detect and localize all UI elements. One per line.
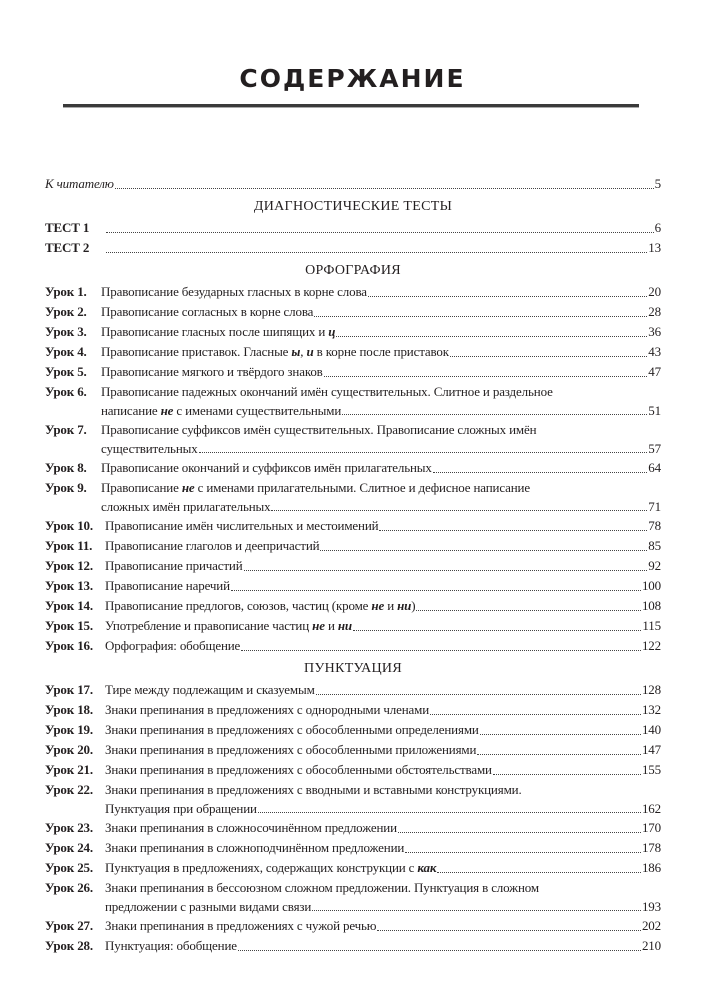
entry-title (105, 556, 243, 576)
entry-title (101, 401, 341, 420)
entry-label: Урок 15. (45, 618, 93, 633)
title-text: Пунктуация: обобщение (105, 938, 237, 953)
entry-title (105, 936, 237, 956)
title-text: Правописание глаголов и деепричастий (105, 538, 320, 553)
dot-leader (430, 714, 641, 715)
entry-line (45, 897, 661, 916)
dot-leader (238, 950, 641, 951)
dot-leader (258, 812, 641, 813)
toc-entry-lesson[interactable] (45, 760, 661, 780)
section-heading: ДИАГНОСТИЧЕСКИЕ ТЕСТЫ (253, 199, 453, 214)
entry-label: Урок 12. (45, 558, 93, 573)
title-text: сложных имён прилагательных (101, 499, 271, 514)
page-number: 115 (642, 618, 661, 633)
entry-title (101, 439, 198, 458)
dot-leader (342, 414, 647, 415)
page-number: 6 (654, 220, 661, 235)
toc-entry-intro[interactable] (45, 174, 661, 194)
page-number: 36 (648, 324, 661, 339)
dot-leader (416, 610, 640, 611)
toc-entry-lesson[interactable] (45, 420, 661, 458)
entry-label: Урок 14. (45, 598, 93, 613)
dot-leader (450, 356, 647, 357)
toc-entry-lesson[interactable] (45, 780, 661, 818)
toc-entry-lesson[interactable] (45, 720, 661, 740)
section-heading: ПУНКТУАЦИЯ (304, 661, 402, 676)
entry-title (101, 282, 367, 302)
entry-label: Урок 8. (45, 460, 87, 475)
entry-title (101, 458, 432, 478)
emphasized-word: ц (328, 324, 336, 339)
toc-entry-lesson[interactable] (45, 700, 661, 720)
page-number: 28 (648, 304, 661, 319)
title-text: Правописание приставок. Гласные (101, 344, 292, 359)
toc-entry-lesson[interactable] (45, 596, 661, 616)
title-text: написание (101, 403, 161, 418)
dot-leader (199, 452, 648, 453)
dot-leader (379, 530, 647, 531)
toc-entry-lesson[interactable] (45, 818, 661, 838)
dot-leader (312, 910, 641, 911)
entry-title (105, 700, 429, 720)
toc-entry-lesson[interactable] (45, 936, 661, 956)
page-number: 47 (648, 364, 661, 379)
title-text: с именами существительными (173, 403, 342, 418)
toc-entry-lesson[interactable] (45, 382, 661, 420)
entry-label: ТЕСТ 2 (45, 240, 90, 255)
page-number: 5 (654, 176, 661, 191)
dot-leader (336, 336, 647, 337)
emphasized-word: ни (397, 598, 412, 613)
dot-leader (477, 754, 641, 755)
toc-entry-lesson[interactable] (45, 342, 661, 362)
entry-title (105, 878, 539, 897)
toc-entry-lesson[interactable] (45, 322, 661, 342)
page-number: 140 (641, 722, 661, 737)
entry-title (105, 760, 492, 780)
entry-title (105, 636, 240, 656)
entry-title (105, 897, 311, 916)
entry-line (45, 478, 661, 497)
dot-leader (271, 510, 647, 511)
title-text: Пунктуация в предложениях, содержащих конструкции с (105, 860, 418, 875)
dot-leader (106, 232, 654, 233)
toc-entry-lesson[interactable] (45, 838, 661, 858)
dot-leader (437, 872, 641, 873)
entry-title (101, 497, 270, 516)
title-text: Правописание предлогов, союзов, частиц (кроме (105, 598, 372, 613)
title-text: Знаки препинания в сложноподчинённом предложении (105, 840, 405, 855)
entry-label: ТЕСТ 1 (45, 220, 90, 235)
title-text: Тире между подлежащим и сказуемым (105, 682, 315, 697)
entry-title (105, 536, 319, 556)
emphasized-word: ы (291, 344, 301, 359)
emphasized-word: не (181, 480, 195, 495)
entry-title (105, 596, 415, 616)
dot-leader (231, 590, 641, 591)
entry-line (45, 439, 661, 458)
entry-label: Урок 16. (45, 638, 93, 653)
page-number: 57 (648, 441, 661, 456)
toc-entry-lesson[interactable] (45, 556, 661, 576)
title-text: и (384, 598, 398, 613)
title-text: Правописание согласных в корне слова (101, 304, 314, 319)
entry-title (105, 818, 397, 838)
title-text: Пунктуация при обращении (105, 801, 257, 816)
entry-label: Урок 9. (45, 480, 87, 495)
entry-line (45, 420, 661, 439)
entry-label: Урок 22. (45, 782, 93, 797)
page-number: 43 (648, 344, 661, 359)
entry-line (45, 401, 661, 420)
title-text: Знаки препинания в предложениях с чужой речью (105, 918, 377, 933)
title-text: Правописание суффиксов имён существительных. Правописание сложных имён (101, 422, 537, 437)
entry-label: Урок 24. (45, 840, 93, 855)
entry-label: Урок 25. (45, 860, 93, 875)
entry-label: Урок 3. (45, 324, 87, 339)
emphasized-word: и (306, 344, 314, 359)
title-text: и (324, 618, 338, 633)
toc-entry-lesson[interactable] (45, 616, 661, 636)
entry-line (45, 878, 661, 897)
page-number: 85 (648, 538, 661, 553)
entry-title (105, 838, 404, 858)
toc-entry-test[interactable] (45, 238, 661, 258)
page-number: 128 (641, 682, 661, 697)
entry-label: Урок 10. (45, 518, 93, 533)
page-number: 178 (641, 840, 661, 855)
entry-title (105, 516, 378, 536)
emphasized-word: не (371, 598, 385, 613)
dot-leader (244, 570, 648, 571)
entry-title (105, 616, 352, 636)
toc-entry-lesson[interactable] (45, 740, 661, 760)
entry-title (105, 916, 376, 936)
entry-title (105, 858, 436, 878)
page-number: 64 (648, 460, 661, 475)
title-rule (63, 104, 639, 108)
title-text: Правописание имён числительных и местоимений (105, 518, 379, 533)
page-number: 202 (641, 918, 661, 933)
page-number: 100 (641, 578, 661, 593)
page-number: 162 (641, 801, 661, 816)
toc-entry-lesson[interactable] (45, 362, 661, 382)
entry-title (101, 362, 323, 382)
title-text: Знаки препинания в предложениях с обособленными обстоятельствами (105, 762, 492, 777)
entry-label: Урок 1. (45, 284, 87, 299)
entry-line (45, 799, 661, 818)
dot-leader (106, 252, 647, 253)
toc-entry-lesson[interactable] (45, 916, 661, 936)
title-text: Знаки препинания в бессоюзном сложном предложении. Пунктуация в сложном (105, 880, 539, 895)
emphasized-word: как (417, 860, 437, 875)
entry-label: Урок 2. (45, 304, 87, 319)
section-heading: ОРФОГРАФИЯ (305, 263, 401, 278)
entry-label: Урок 27. (45, 918, 93, 933)
title-text: предложении с разными видами связи (105, 899, 312, 914)
entry-title (105, 799, 257, 818)
entry-label: Урок 5. (45, 364, 87, 379)
entry-title (101, 382, 553, 401)
dot-leader (241, 650, 641, 651)
entry-title (105, 740, 476, 760)
title-text: Правописание мягкого и твёрдого знаков (101, 364, 323, 379)
page-number: 51 (648, 403, 661, 418)
toc-entry-lesson[interactable] (45, 458, 661, 478)
dot-leader (314, 316, 647, 317)
toc-entry-lesson[interactable] (45, 878, 661, 916)
toc-entry-lesson[interactable] (45, 680, 661, 700)
page-title: СОДЕРЖАНИЕ (239, 64, 466, 93)
entry-label: Урок 6. (45, 384, 87, 399)
entry-title (101, 322, 335, 342)
entry-title (105, 680, 315, 700)
title-text: Правописание безударных гласных в корне слова (101, 284, 367, 299)
title-text: Правописание наречий (105, 578, 230, 593)
entry-title (101, 302, 313, 322)
toc-entry-lesson[interactable] (45, 576, 661, 596)
dot-leader (493, 774, 641, 775)
dot-leader (368, 296, 647, 297)
title-text: Правописание окончаний и суффиксов имён прилагательных (101, 460, 432, 475)
intro-title: К читателю (45, 176, 114, 191)
title-text: Орфография: обобщение (105, 638, 241, 653)
table-of-contents (45, 174, 661, 956)
page-number: 210 (641, 938, 661, 953)
title-text: существительных (101, 441, 198, 456)
entry-label: Урок 13. (45, 578, 93, 593)
title-text: Правописание падежных окончаний имён существительных. Слитное и раздельное (101, 384, 553, 399)
title-text: Правописание гласных после шипящих и (101, 324, 329, 339)
toc-entry-lesson[interactable] (45, 536, 661, 556)
title-text: в корне после приставок (313, 344, 449, 359)
emphasized-word: не (160, 403, 174, 418)
page-number: 122 (641, 638, 661, 653)
title-text: Правописание причастий (105, 558, 243, 573)
page-number: 71 (648, 499, 661, 514)
toc-entry-test[interactable] (45, 218, 661, 238)
emphasized-word: не (312, 618, 325, 633)
dot-leader (377, 930, 641, 931)
entry-label: Урок 21. (45, 762, 93, 777)
page-number: 108 (641, 598, 661, 613)
page-number: 155 (641, 762, 661, 777)
title-text: Знаки препинания в предложениях с вводными и вставными конструкциями. (105, 782, 522, 797)
page-number: 193 (641, 899, 661, 914)
toc-entry-lesson[interactable] (45, 636, 661, 656)
entry-label: Урок 11. (45, 538, 93, 553)
entry-label: Урок 7. (45, 422, 87, 437)
page-number: 132 (641, 702, 661, 717)
entry-label: Урок 20. (45, 742, 93, 757)
page-number: 170 (641, 820, 661, 835)
emphasized-word: ни (337, 618, 353, 633)
dot-leader (405, 852, 641, 853)
toc-entry-lesson[interactable] (45, 302, 661, 322)
entry-label: Урок 18. (45, 702, 93, 717)
dot-leader (324, 376, 648, 377)
entry-title (101, 420, 536, 439)
toc-entry-lesson[interactable] (45, 858, 661, 878)
title-text: Правописание (101, 480, 182, 495)
dot-leader (480, 734, 641, 735)
page-number: 20 (648, 284, 661, 299)
dot-leader (320, 550, 647, 551)
entry-title (101, 342, 449, 362)
entry-label: Урок 28. (45, 938, 93, 953)
entry-label: Урок 19. (45, 722, 93, 737)
title-text: Знаки препинания в предложениях с обособленными приложениями (105, 742, 477, 757)
entry-label: Урок 17. (45, 682, 93, 697)
entry-title (105, 780, 522, 799)
dot-leader (115, 188, 654, 189)
toc-entry-lesson[interactable] (45, 478, 661, 516)
dot-leader (398, 832, 641, 833)
dot-leader (353, 630, 641, 631)
page-number: 147 (641, 742, 661, 757)
entry-label: Урок 23. (45, 820, 93, 835)
title-text: , (300, 344, 307, 359)
entry-label: Урок 26. (45, 880, 93, 895)
page-number: 186 (641, 860, 661, 875)
page-number: 78 (648, 518, 661, 533)
toc-entry-lesson[interactable] (45, 516, 661, 536)
dot-leader (433, 472, 648, 473)
toc-entry-lesson[interactable] (45, 282, 661, 302)
title-text: Знаки препинания в предложениях с однородными членами (105, 702, 430, 717)
entry-line (45, 497, 661, 516)
title-text: Знаки препинания в сложносочинённом предложении (105, 820, 397, 835)
title-text: с именами прилагательными. Слитное и дефисное написание (194, 480, 530, 495)
entry-title (101, 478, 530, 497)
entry-line (45, 780, 661, 799)
title-text: Знаки препинания в предложениях с обособленными определениями (105, 722, 479, 737)
title-text: Употребление и правописание частиц (105, 618, 313, 633)
toc-sections (45, 194, 661, 956)
page-number: 92 (648, 558, 661, 573)
page-number: 13 (648, 240, 661, 255)
entry-label: Урок 4. (45, 344, 87, 359)
entry-title (105, 720, 479, 740)
entry-line (45, 382, 661, 401)
entry-title (105, 576, 230, 596)
dot-leader (316, 694, 641, 695)
title-text: ) (411, 598, 416, 613)
